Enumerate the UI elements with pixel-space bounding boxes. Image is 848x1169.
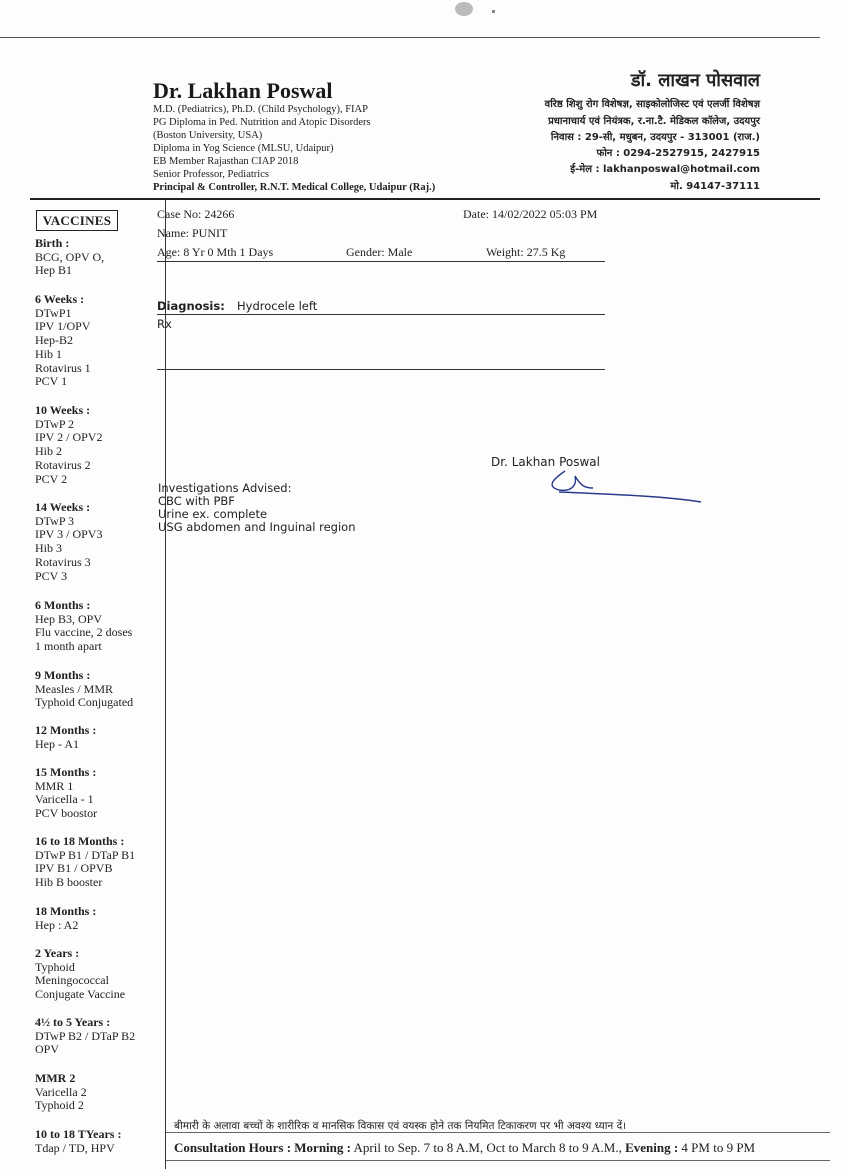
vaccine-item: IPV 1/OPV: [35, 319, 91, 334]
vaccine-item: DTwP 2: [35, 416, 75, 431]
hindi-line: प्रधानाचार्य एवं नियंत्रक, र.ना.टै. मेडिकल कॉलेज, उदयपुर: [548, 116, 760, 127]
vaccine-item: Tdap / TD, HPV: [35, 1140, 115, 1155]
credential-line: Senior Professor, Pediatrics: [153, 169, 269, 180]
hindi-doctor-name: डॉ. लाखन पोसवाल: [630, 70, 760, 91]
vaccine-item: Rotavirus 1: [35, 360, 91, 375]
vaccine-item: Typhoid: [35, 959, 75, 974]
evening-label: Evening :: [625, 1140, 679, 1155]
investigations-title: Investigations Advised:: [158, 481, 292, 495]
hindi-footer-note: बीमारी के अलावा बच्चों के शारीरिक व मानसिक विकास एवं वयस्क होने तक नियमित टिकाकरण पर भी अवश्य ध्यान दें।: [174, 1120, 627, 1132]
rx-rule: [157, 369, 605, 370]
patient-weight: Weight: 27.5 Kg: [486, 245, 566, 259]
vaccine-item: IPV B1 / OPVB: [35, 861, 113, 876]
vaccine-item: DTwP1: [35, 305, 72, 320]
investigation-item: USG abdomen and Inguinal region: [158, 520, 356, 534]
vaccine-item: Varicella 2: [35, 1084, 87, 1099]
credential-line: PG Diploma in Ped. Nutrition and Atopic Disorders: [153, 117, 371, 128]
vaccine-item: BCG, OPV O,: [35, 249, 105, 264]
evening-hours: 4 PM to 9 PM: [681, 1140, 756, 1155]
credential-line: M.D. (Pediatrics), Ph.D. (Child Psychology), FIAP: [153, 104, 368, 115]
vaccine-block: [35, 947, 125, 1002]
vaccine-age-heading: 15 Months :: [35, 765, 97, 779]
vaccine-item: DTwP B1 / DTaP B1: [35, 847, 136, 862]
vaccine-block: [35, 766, 97, 821]
header-top-rule: [0, 37, 820, 38]
vaccine-item: Hep B1: [35, 263, 72, 278]
vaccine-item: Rotavirus 3: [35, 554, 91, 569]
vaccine-block: [35, 1072, 87, 1113]
hindi-line: मो. 94147-37111: [670, 181, 760, 192]
consultation-hours: [174, 1140, 755, 1156]
vaccine-age-heading: 10 to 18 TYears :: [35, 1127, 122, 1141]
scan-speck: [492, 10, 495, 13]
vaccine-item: OPV: [35, 1042, 60, 1057]
consult-label: Consultation Hours :: [174, 1140, 292, 1155]
patient-info-rule: [157, 261, 605, 262]
vaccine-age-heading: 6 Months :: [35, 598, 91, 612]
header-bottom-rule: [30, 198, 820, 200]
vaccine-age-heading: MMR 2: [35, 1071, 76, 1085]
vaccine-block: [35, 669, 133, 710]
vaccine-item: Hib B booster: [35, 875, 103, 890]
morning-label: Morning :: [294, 1140, 351, 1155]
vaccine-item: PCV boostor: [35, 806, 98, 821]
signature-name: Dr. Lakhan Poswal: [491, 455, 600, 469]
rx-label: Rx: [157, 317, 172, 331]
footer-bottom-rule: [166, 1160, 830, 1161]
hindi-line: फोन : 0294-2527915, 2427915: [596, 148, 760, 159]
vaccine-age-heading: Birth :: [35, 236, 70, 250]
vaccine-age-heading: 12 Months :: [35, 723, 97, 737]
case-number: Case No: 24266: [157, 207, 235, 221]
scan-speck: [455, 2, 473, 16]
vaccine-item: IPV 2 / OPV2: [35, 430, 103, 445]
vaccine-block: [35, 724, 96, 751]
hindi-line: निवास : 29-सी, मधुबन, उदयपुर - 313001 (राज.): [550, 132, 760, 143]
vaccine-block: [35, 293, 91, 389]
hindi-line: ई-मेल : lakhanposwal@hotmail.com: [570, 164, 760, 175]
patient-gender: Gender: Male: [346, 245, 413, 259]
patient-name: Name: PUNIT: [157, 226, 228, 240]
vaccine-item: Varicella - 1: [35, 792, 94, 807]
visit-date: Date: 14/02/2022 05:03 PM: [463, 207, 598, 221]
vaccine-block: [35, 501, 102, 583]
vaccine-age-heading: 4½ to 5 Years :: [35, 1015, 111, 1029]
vaccine-item: Measles / MMR: [35, 681, 113, 696]
vaccine-block: [35, 905, 96, 932]
credential-line: (Boston University, USA): [153, 130, 263, 141]
vaccine-item: Hib 3: [35, 541, 62, 556]
vaccine-block: [35, 404, 102, 486]
vaccine-item: Hep : A2: [35, 917, 79, 932]
vaccine-age-heading: 6 Weeks :: [35, 292, 85, 306]
vaccine-block: [35, 835, 135, 890]
vaccine-item: PCV 1: [35, 374, 68, 389]
vaccine-item: Hib 2: [35, 444, 62, 459]
morning-hours: April to Sep. 7 to 8 A.M, Oct to March 8 to 9 A.M.,: [353, 1140, 622, 1155]
signature-scribble: [545, 466, 705, 506]
vaccine-block: [35, 237, 104, 278]
investigation-item: Urine ex. complete: [158, 507, 268, 521]
vaccine-item: Hep-B2: [35, 333, 73, 348]
vaccine-age-heading: 14 Weeks :: [35, 500, 91, 514]
vaccine-item: DTwP 3: [35, 513, 75, 528]
vaccine-item: Flu vaccine, 2 doses: [35, 625, 133, 640]
diagnosis-label: Diagnosis:: [157, 299, 225, 313]
vaccine-item: Conjugate Vaccine: [35, 987, 126, 1002]
vaccines-title: VACCINES: [36, 210, 118, 231]
vaccine-block: [35, 1016, 135, 1057]
vaccine-item: MMR 1: [35, 778, 74, 793]
vaccine-item: Hep - A1: [35, 736, 79, 751]
position-line: Principal & Controller, R.N.T. Medical College, Udaipur (Raj.): [153, 182, 436, 193]
vaccine-item: Rotavirus 2: [35, 457, 91, 472]
diagnosis-value: Hydrocele left: [237, 299, 318, 313]
doctor-name: Dr. Lakhan Poswal: [153, 78, 333, 103]
investigation-item: CBC with PBF: [158, 494, 235, 508]
vaccine-age-heading: 2 Years :: [35, 946, 80, 960]
vaccine-age-heading: 16 to 18 Months :: [35, 834, 125, 848]
vaccine-age-heading: 10 Weeks :: [35, 403, 91, 417]
diagnosis-rule: [157, 314, 605, 315]
sidebar-divider: [165, 200, 166, 1169]
vaccine-item: Meningococcal: [35, 973, 109, 988]
patient-age: Age: 8 Yr 0 Mth 1 Days: [157, 245, 274, 259]
credential-line: Diploma in Yog Science (MLSU, Udaipur): [153, 143, 334, 154]
vaccine-item: DTwP B2 / DTaP B2: [35, 1028, 136, 1043]
credential-line: EB Member Rajasthan CIAP 2018: [153, 156, 299, 167]
vaccine-item: Typhoid 2: [35, 1098, 84, 1113]
vaccine-item: IPV 3 / OPV3: [35, 527, 103, 542]
vaccine-age-heading: 18 Months :: [35, 904, 97, 918]
vaccine-item: Typhoid Conjugated: [35, 695, 134, 710]
vaccine-item: PCV 2: [35, 471, 68, 486]
hindi-line: वरिष्ठ शिशु रोग विशेषज्ञ, साइकोलोजिस्ट एवं एलर्जी विशेषज्ञ: [544, 99, 760, 110]
vaccine-block: [35, 599, 132, 654]
vaccine-age-heading: 9 Months :: [35, 668, 91, 682]
vaccine-item: PCV 3: [35, 568, 68, 583]
vaccine-item: Hib 1: [35, 346, 62, 361]
vaccine-item: Hep B3, OPV: [35, 611, 103, 626]
vaccine-item: 1 month apart: [35, 639, 102, 654]
vaccine-block: [35, 1128, 121, 1155]
